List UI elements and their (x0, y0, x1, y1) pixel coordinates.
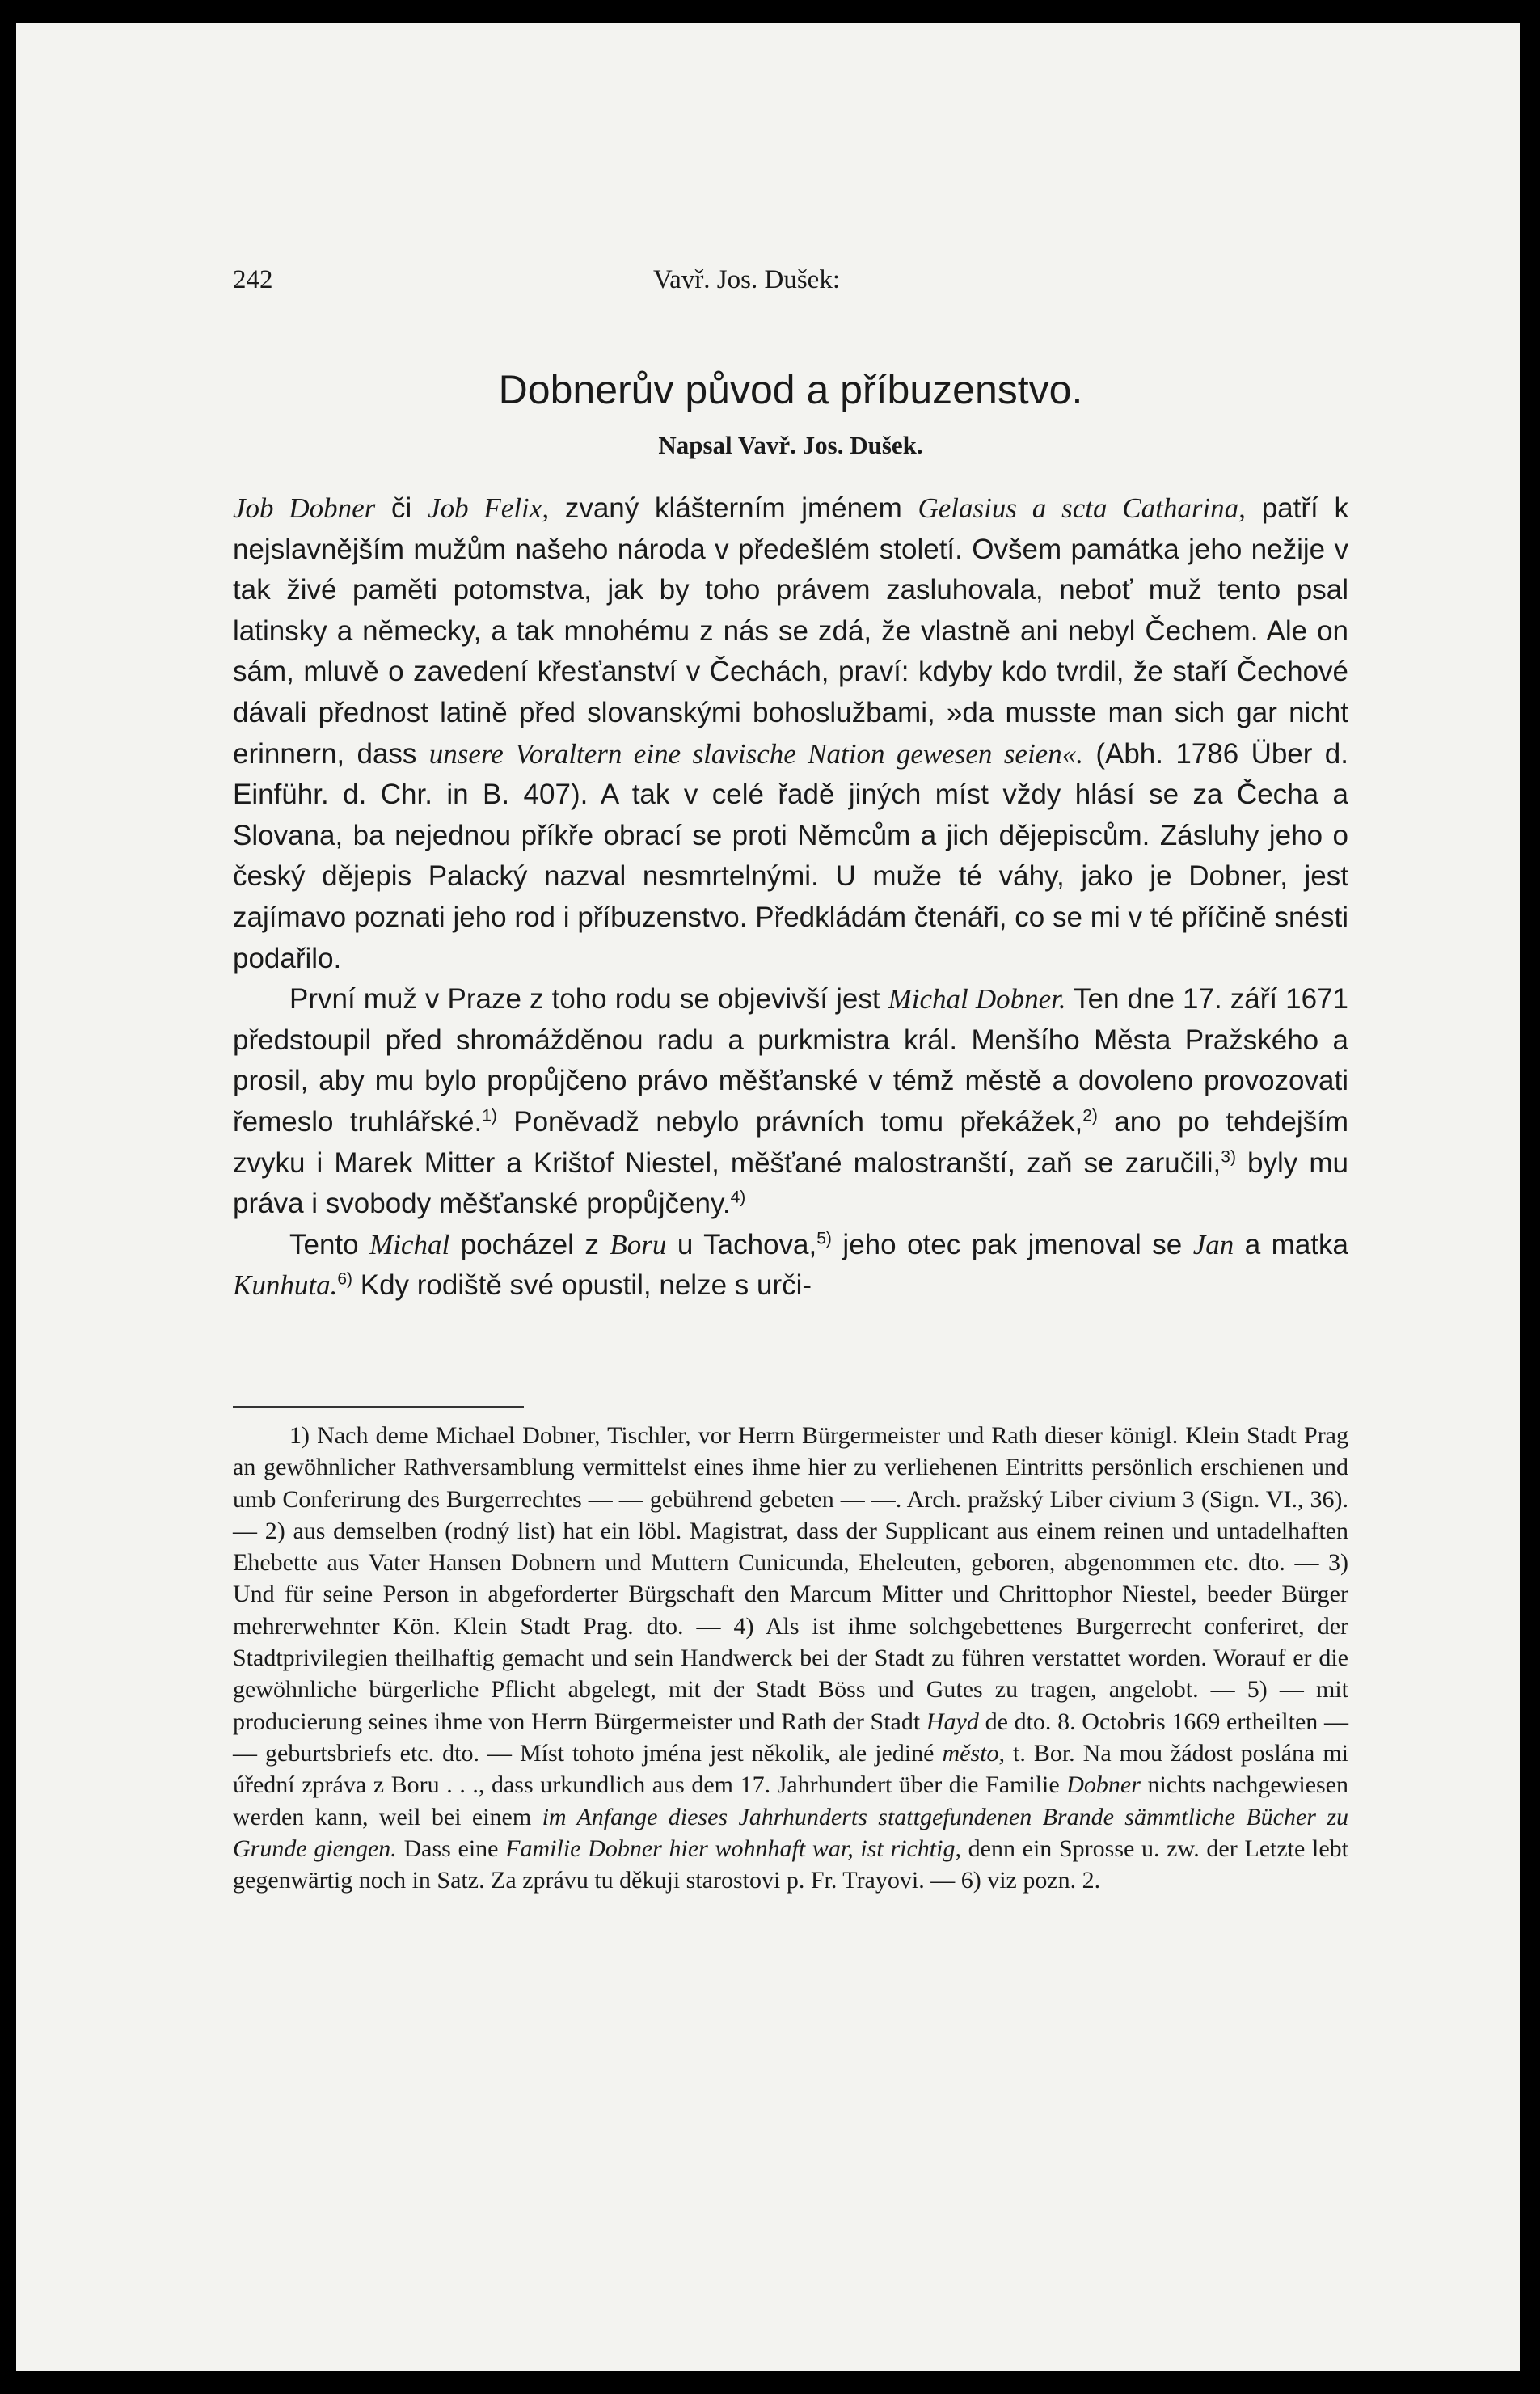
page-sheet (16, 23, 1520, 2371)
page-number: 242 (233, 265, 273, 294)
footnote-block (233, 1420, 1348, 1896)
footnote-marker: 4) (730, 1188, 746, 1207)
paragraph-1 (233, 488, 1348, 979)
footnote-4: 4) Als ist ihme solchgebettenes Burgerrecht conferiret, der Stadtprivilegien theilhaftig gemacht und sein Handwerck bei der Stadt zu führen verstattet worden. Worauf er die gewöhnliche bürgerliche Pflicht abgelegt, mit der Stadt Böss und Gutes zu tragen, angelobt. — (233, 1612, 1348, 1704)
text-span: Kunhuta. (233, 1269, 338, 1302)
text-span: im Anfange dieses Jahrhunderts stattgefundenen Brande sämmtliche Bücher zu Grunde giengen. (233, 1803, 1348, 1862)
text-span: Job Dobner (233, 492, 376, 524)
text-span: ano po tehdejším zvyku i Marek Mitter a Krištof Niestel, měšťané malostranští, zaň se zaručili, (233, 1105, 1348, 1179)
text-span: Jan (1192, 1228, 1234, 1260)
footnote-1: 1) Nach deme Michael Dobner, Tischler, vor Herrn Bürgermeister und Rath dieser königl. Klein Stadt Prag an gewöhnlicher Rathversamblung vermittelst eines ihme hier zu verliehenen Eintritts persönlich erschienen und umb Conferirung des Burgerrechtes — — gebührend gebeten — —. Arch. pražský Liber civium 3 (Sign. VI., 36). — (233, 1422, 1348, 1544)
footnote-marker: 3) (1221, 1146, 1236, 1166)
text-span: Michal Dobner. (888, 983, 1066, 1015)
text-span: (Abh. 1786 Über d. Einführ. d. Chr. in B. 407). A tak v celé řadě jiných míst vždy hlásí se za Čecha a Slovana, ba nejednou příkře obrací se proti Němcům a jich dějepiscům. Zásluhy jeho o český dějepis Palacký nazval nesmrtelnými. U muže té váhy, jako je Dobner, jest zajímavo poznati jeho rod i příbuzenstvo. Předkládám čtenáři, co se mi v té příčině snésti podařilo. (233, 737, 1348, 974)
footnote-marker: 6) (337, 1269, 353, 1289)
footnote-marker: 1) (482, 1106, 497, 1125)
text-span: zvaný klášterním jménem (549, 492, 918, 524)
footnote-marker: 2) (1082, 1106, 1098, 1125)
text-span: Kdy rodiště své opustil, nelze s urči- (352, 1269, 812, 1302)
text-span: denn ein Sprosse u. zw. der Letzte lebt gegenwärtig noch in Satz. Za zprávu tu děkuji starostovi p. Fr. Trayovi. — (233, 1835, 1349, 1894)
text-span: Dass eine (396, 1835, 506, 1862)
text-span: či (375, 492, 428, 524)
text-span: unsere Voraltern eine slavische Nation gewesen seien«. (428, 737, 1083, 770)
text-span: Michal (369, 1228, 450, 1260)
text-span: Dobner (1066, 1771, 1141, 1799)
text-span: Job Felix, (428, 492, 550, 524)
page-header (233, 265, 1348, 306)
text-span: jeho otec pak jmenoval se (831, 1228, 1193, 1260)
text-span: Boru (610, 1228, 667, 1260)
text-span: Familie Dobner hier wohnhaft war, ist richtig, (505, 1835, 961, 1862)
paragraph-3 (233, 1225, 1348, 1307)
text-span: Poněvadž nebylo právních tomu překážek, (496, 1105, 1083, 1138)
text-span: a matka (1234, 1228, 1348, 1260)
text-span: První muž v Praze z toho rodu se objevivší jest (289, 983, 888, 1015)
article-title: Dobnerův původ a příbuzenstvo. (498, 367, 1083, 412)
text-span: patří k nejslavnějším mužům našeho národa v předešlém století. Ovšem památka jeho nežije v tak živé paměti potomstva, jak by toho právem zasluhovala, neboť muž tento psal latinsky a německy, a tak mnohému z nás se zdá, že vlastně ani nebyl Čechem. Ale on sám, mluvě o zavedení křesťanství v Čechách, praví: kdyby kdo tvrdil, že staří Čechové dávali přednost latině před slovanskými bohoslužbami, »da musste man sich gar nicht erinnern, dass (233, 492, 1349, 770)
text-span: u Tachova, (666, 1228, 817, 1260)
footnote-rule (233, 1406, 524, 1408)
text-span: Gelasius a scta Catharina, (918, 492, 1246, 524)
text-span: Ten dne 17. září 1671 předstoupil před shromážděnou radu a purkmistra král. Menšího Města Pražského a prosil, aby mu bylo propůjčeno právo měšťanské v témž městě a dovoleno provozovati řemeslo truhlářské. (233, 983, 1348, 1138)
footnote-2: 2) aus demselben (rodný list) hat ein löbl. Magistrat, dass der Supplicant aus einem reinen und untadelhaften Ehebette aus Vater Hansen Dobnern und Muttern Cunicunda, Eheleuten, geboren, abgenommen etc. dto. — (233, 1517, 1349, 1577)
footnote-3: 3) Und für seine Person in abgeforderter Bürgschaft den Marcum Mitter und Chrittophor Niestel, beeder Bürger mehrerwehnter Kön. Klein Stadt Prag. dto. — (233, 1549, 1348, 1640)
article-body (233, 488, 1348, 1307)
footnotes (233, 1420, 1348, 1896)
text-span: nichts nachgewiesen werden kann, weil bei einem (233, 1771, 1349, 1830)
running-title: Vavř. Jos. Dušek: (653, 265, 840, 294)
text-span: byly mu práva i svobody měšťanské propůjčeny. (233, 1146, 1348, 1220)
footnote-5: 5) — mit producierung seines ihme von Herrn Bürgermeister und Rath der Stadt (233, 1676, 1348, 1735)
footnote-6: 6) viz pozn. 2. (960, 1867, 1101, 1894)
paragraph-2 (233, 979, 1348, 1225)
text-span: pocházel z (449, 1228, 610, 1260)
text-span: město, (942, 1739, 1005, 1767)
article-byline: Napsal Vavř. Jos. Dušek. (658, 431, 923, 459)
text-span: de dto. 8. Octobris 1669 ertheilten — — geburtsbriefs etc. dto. — Míst tohoto jména jest několik, ale jediné (233, 1708, 1348, 1767)
text-span: Hayd (926, 1708, 979, 1735)
footnote-marker: 5) (816, 1229, 832, 1248)
text-span: Tento (289, 1228, 370, 1260)
text-span: t. Bor. Na mou žádost poslána mi úřední zpráva z Boru . . ., dass urkundlich aus dem 17. Jahrhundert über die Familie (233, 1739, 1348, 1799)
